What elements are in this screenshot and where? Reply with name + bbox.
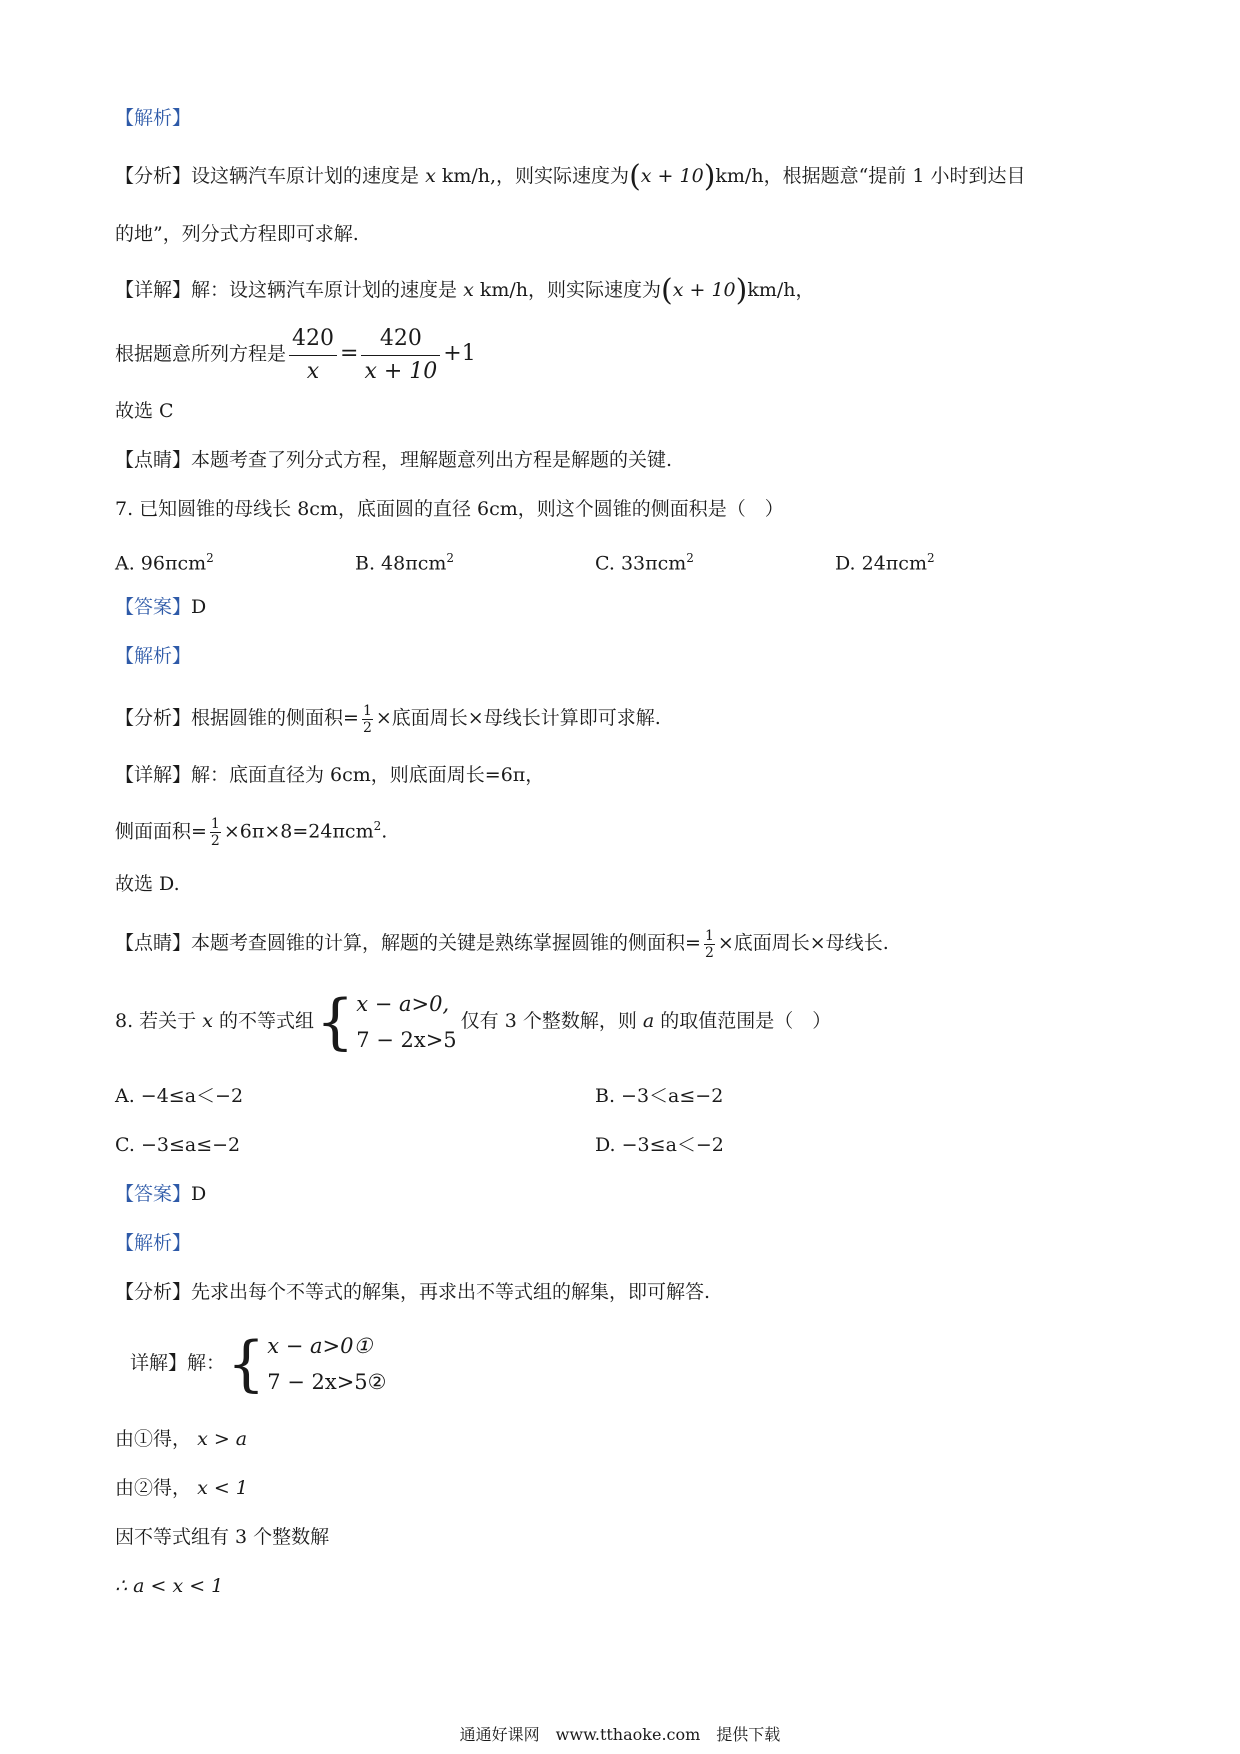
analysis-7	[115, 700, 661, 736]
system-row-2: 7 − 2x>5②	[267, 1370, 387, 1394]
answer-value: D	[191, 596, 207, 618]
numerator: 1	[362, 702, 372, 719]
detail-tag: 【详解】	[115, 279, 192, 301]
fraction-420-over-x-plus-10	[361, 323, 440, 388]
choice-7: 故选 D.	[115, 873, 180, 895]
step-4: ∴ a < x < 1	[115, 1575, 224, 1597]
paren-left: (	[661, 273, 673, 308]
text: 仅有 3 个整数解，则	[460, 1010, 637, 1032]
text: km/h,，则实际速度为	[441, 165, 630, 187]
system-row-1: x − a>0①	[267, 1334, 373, 1358]
denominator: x + 10	[364, 358, 438, 384]
jiexi-label-7: 【解析】	[115, 645, 192, 667]
paren-right: )	[703, 159, 716, 194]
detail-6-line1	[115, 273, 815, 308]
denominator: 2	[210, 832, 220, 849]
fraction-one-half	[704, 928, 715, 961]
inequality-system	[316, 986, 457, 1058]
denominator: 2	[362, 719, 372, 736]
question-8-options-row2	[115, 1133, 1075, 1157]
jiexi-label-8: 【解析】	[115, 1232, 192, 1254]
option-d-text: D. 24πcm	[835, 552, 927, 575]
answer-tag: 【答案】	[115, 596, 192, 618]
text: 本题考查圆锥的计算，解题的关键是熟练掌握圆锥的侧面积=	[191, 932, 701, 954]
equation-line	[115, 322, 476, 388]
superscript: 2	[926, 551, 935, 565]
text: 的取值范围是（ ）	[660, 1010, 832, 1032]
left-brace: {	[227, 1329, 266, 1399]
analysis-6-line2: 的地”，列分式方程即可求解.	[115, 223, 359, 245]
fraction-one-half	[210, 816, 221, 849]
answer-value: D	[191, 1183, 207, 1205]
text: 设这辆汽车原计划的速度是	[191, 165, 420, 187]
jiexi-label-6: 【解析】	[115, 107, 192, 129]
analysis-tag: 【分析】	[115, 707, 192, 729]
step-3: 因不等式组有 3 个整数解	[115, 1526, 330, 1548]
dianjing-tag: 【点睛】	[115, 449, 192, 471]
numerator: 420	[361, 323, 440, 356]
text: 根据题意所列方程是	[115, 343, 287, 365]
text: 解：底面直径为 6cm，则底面周长=6π，	[191, 764, 545, 786]
answer-8	[115, 1182, 206, 1206]
option-c-text: C. 33πcm	[595, 552, 687, 575]
analysis-tag: 【分析】	[115, 1281, 192, 1303]
var-a: a	[642, 1010, 655, 1032]
detail-7	[115, 763, 544, 787]
question-7-options	[115, 546, 1075, 575]
answer-7	[115, 595, 206, 619]
plus-one: +1	[443, 341, 476, 366]
analysis-8	[115, 1280, 710, 1304]
superscript: 2	[373, 819, 382, 833]
analysis-tag: 【分析】	[115, 165, 192, 187]
text: 的不等式组	[218, 1010, 314, 1032]
question-7-stem: 7. 已知圆锥的母线长 8cm，底面圆的直径 6cm，则这个圆锥的侧面积是（ ）	[115, 498, 784, 520]
paren-left: (	[629, 159, 641, 194]
system-row-1: x − a>0,	[356, 992, 450, 1016]
step-1	[115, 1427, 247, 1451]
text: 侧面面积=	[115, 820, 207, 843]
text: km/h，	[747, 279, 815, 301]
answer-tag: 【答案】	[115, 1183, 192, 1205]
text: ×6π×8=24πcm	[223, 820, 374, 843]
text: 本题考查了列分式方程，理解题意列出方程是解题的关键.	[191, 449, 673, 471]
text: 由②得，	[115, 1477, 192, 1499]
text: 先求出每个不等式的解集，再求出不等式组的解集，即可解答.	[191, 1281, 711, 1303]
var-x: x	[425, 165, 436, 187]
system-row-2: 7 − 2x>5	[356, 1028, 457, 1052]
option-d: D. −3≤a＜−2	[595, 1134, 724, 1156]
inequality-system-numbered	[227, 1328, 386, 1400]
question-8-options-row1	[115, 1084, 1075, 1108]
equals-sign: =	[340, 341, 359, 366]
system-rows	[356, 986, 456, 1058]
text: ×底面周长×母线长计算即可求解.	[375, 707, 661, 729]
numerator: 1	[210, 815, 220, 832]
analysis-6-line1	[115, 159, 1026, 194]
option-d	[835, 546, 1075, 575]
option-c: C. −3≤a≤−2	[115, 1134, 241, 1156]
expr-x-plus-10: x + 10	[672, 279, 736, 301]
left-brace: {	[316, 987, 355, 1057]
option-b	[355, 546, 595, 575]
question-8-stem	[115, 983, 831, 1059]
text: 根据圆锥的侧面积=	[191, 707, 359, 729]
dianjing-tag: 【点睛】	[115, 932, 192, 954]
option-b-text: B. 48πcm	[355, 552, 447, 575]
expr: x < 1	[197, 1477, 248, 1499]
detail-8	[130, 1325, 391, 1401]
lateral-area-7: 侧面面积= $\frac{1}{2}$ ×6π×8=24πcm$^2$.	[115, 815, 388, 849]
option-a	[115, 546, 355, 575]
choice-6: 故选 C	[115, 400, 174, 422]
expr: x > a	[197, 1428, 248, 1450]
denominator: x	[306, 358, 320, 384]
dianjing-6	[115, 448, 672, 472]
option-a-text: A. 96πcm	[115, 552, 207, 575]
text: km/h，根据题意“提前 1 小时到达目	[715, 165, 1026, 187]
option-a: A. −4≤a＜−2	[115, 1085, 244, 1107]
expr-x-plus-10: x + 10	[640, 165, 704, 187]
denominator: 2	[704, 944, 714, 961]
paren-right: )	[735, 273, 748, 308]
step-2	[115, 1476, 248, 1500]
var-x: x	[202, 1010, 213, 1032]
text: 由①得，	[115, 1428, 192, 1450]
text: 解：设这辆汽车原计划的速度是	[191, 279, 458, 301]
fraction-420-over-x	[289, 323, 337, 388]
fraction-one-half	[362, 703, 373, 736]
option-c	[595, 546, 835, 575]
text: km/h，则实际速度为	[479, 279, 662, 301]
option-b: B. −3＜a≤−2	[595, 1085, 724, 1107]
text: ×底面周长×母线长.	[717, 932, 889, 954]
superscript: 2	[446, 551, 455, 565]
superscript: 2	[686, 551, 694, 565]
detail-tag: 【详解】	[115, 764, 192, 786]
dianjing-7	[115, 925, 889, 961]
superscript: 2	[206, 551, 214, 565]
text: 详解】解：	[130, 1352, 226, 1374]
text: 8. 若关于	[115, 1010, 197, 1032]
var-x: x	[463, 279, 474, 301]
numerator: 420	[289, 323, 337, 356]
system-rows	[267, 1328, 386, 1400]
footer-watermark: 通通好课网 www.tthaoke.com 提供下载	[459, 1725, 781, 1744]
numerator: 1	[704, 927, 714, 944]
